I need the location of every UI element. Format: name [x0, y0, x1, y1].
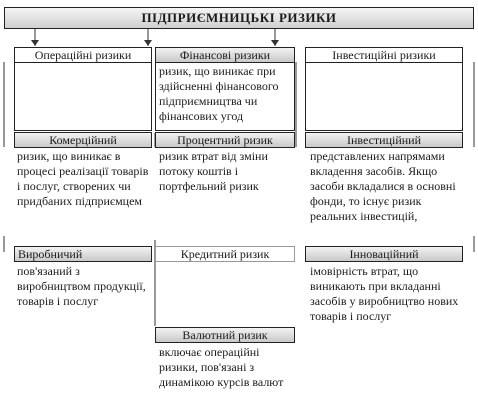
commercial-risk-description: ризик, що виникає в процесі реалізації товарів і послуг, створених чи придбаних підприємцем [17, 149, 149, 208]
interest-risk-header: Процентний ризик [155, 132, 295, 148]
innovation-risk-description: імовірність втрат, що виникають при вкладанні засобів у виробництво нових товарів і послуг [310, 264, 459, 323]
credit-risk-header: Кредитний ризик [155, 246, 295, 262]
investment-risk-description: представлених напрямами вкладення засобів. Якщо засоби вкладалися в основні фонди, то існує ризик реальних інвестицій, [310, 149, 456, 223]
currency-risk-description: включає операційні ризики, пов'язані з динамікою курсів валют [159, 345, 284, 389]
page-title: ПІДПРИЄМНИЦЬКІ РИЗИКИ [4, 7, 474, 29]
operational-risks-box [14, 62, 152, 131]
financial-risks-description: ризик, що виникає при здійсненні фінансового підприємництва чи фінансових угод [159, 64, 279, 123]
production-risk-header: Виробничий [14, 246, 152, 262]
investment-risks-box [305, 62, 463, 131]
innovation-risk-header: Інноваційний [305, 246, 463, 262]
commercial-risk-header: Комерційний [14, 132, 152, 148]
production-risk-description: пов'язаний з виробництвом продукції, товарів і послуг [17, 264, 146, 308]
financial-risks-header: Фінансові ризики [155, 47, 295, 63]
interest-risk-description: ризик втрат від зміни потоку коштів і портфельний ризик [159, 149, 268, 193]
investment-risk-header: Інвестиційний [305, 132, 463, 148]
currency-risk-header: Валютний ризик [155, 327, 295, 343]
investment-risks-header: Інвестиційні ризики [305, 47, 463, 63]
operational-risks-header: Операційні ризики [14, 47, 152, 63]
